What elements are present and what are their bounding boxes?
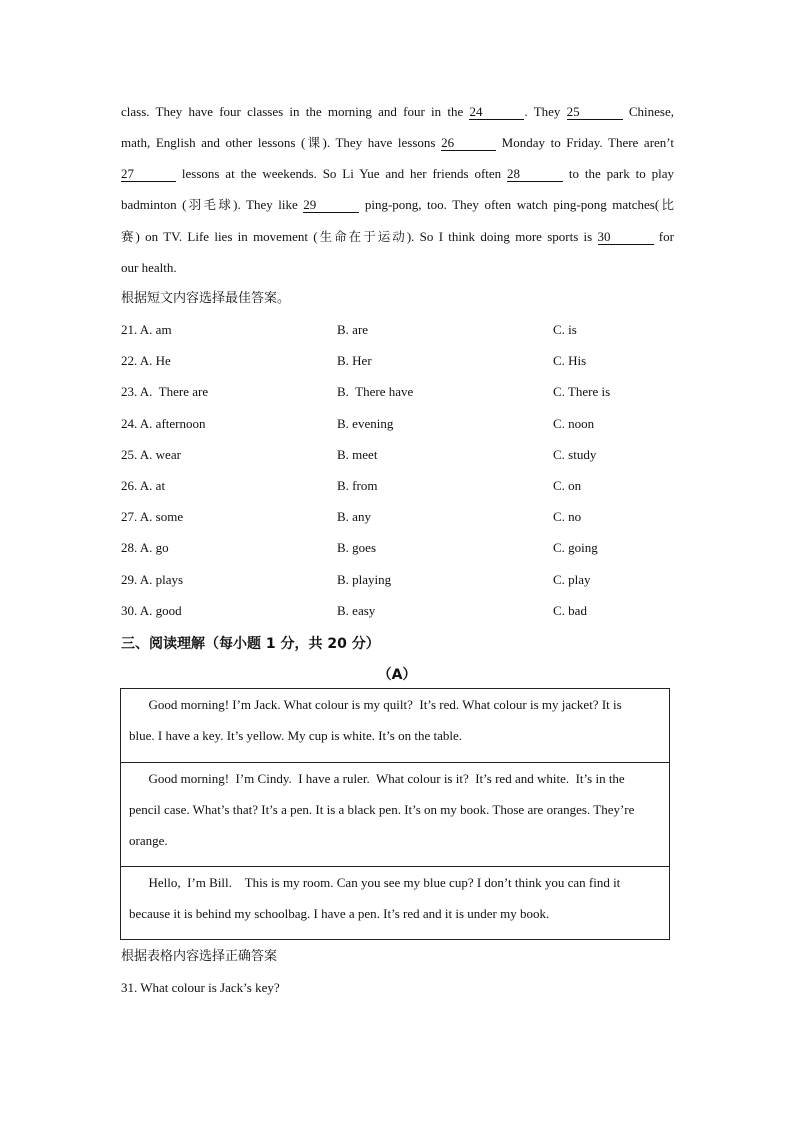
passage-text: class. They have four classes in the morning and four in the xyxy=(121,104,470,119)
chinese-gloss: 比 xyxy=(659,197,674,212)
table-row xyxy=(121,762,669,866)
passage-line-4 xyxy=(121,196,674,214)
question-27-option-b: B. any xyxy=(337,509,371,524)
question-21-option-a: 21. A. am xyxy=(121,322,172,337)
passage-text: ). So I think doing more sports is xyxy=(406,229,598,244)
passage-text: Monday to Friday. There aren’t xyxy=(496,135,674,150)
question-29-option-b: B. playing xyxy=(337,572,392,587)
question-23-option-a: 23. A. There are xyxy=(121,384,209,399)
passage-text: ) on TV. Life lies in movement ( xyxy=(135,229,318,244)
passage-text: lessons at the weekends. So Li Yue and her friends often xyxy=(176,166,508,181)
passage-line-5 xyxy=(121,228,674,246)
instruction-choose-best: 根据短文内容选择最佳答案。 xyxy=(121,291,291,306)
passage-text: ). They have lessons xyxy=(322,135,442,150)
chinese-gloss: 羽毛球 xyxy=(186,197,234,212)
section-title: 三、阅读理解（每小题 1 分，共 20 分） xyxy=(121,636,380,652)
passage-text: for xyxy=(653,229,674,244)
question-23-option-b: B. There have xyxy=(337,384,414,399)
passage-text: ping-pong, too. They often watch ping-pong matches( xyxy=(359,197,660,212)
blank-25: 25 xyxy=(567,104,623,120)
passage-label: （A） xyxy=(377,667,417,683)
question-27-option-a: 27. A. some xyxy=(121,509,184,524)
blank-28: 28 xyxy=(507,166,563,182)
blank-26: 26 xyxy=(441,135,496,151)
table-row-text: orange. xyxy=(129,833,168,848)
table-row-text: Hello, I’m Bill. This is my room. Can you see my blue cup? I don’t think you can find it xyxy=(129,875,621,890)
table-row-text: because it is behind my schoolbag. I have a pen. It’s red and it is under my book. xyxy=(129,906,550,921)
question-28-option-b: B. goes xyxy=(337,540,376,555)
table-row-text: Good morning! I’m Jack. What colour is my quilt? It’s red. What colour is my jacket? It is xyxy=(129,697,622,712)
question-24-option-c: C. noon xyxy=(553,416,595,431)
question-24-option-a: 24. A. afternoon xyxy=(121,416,206,431)
table-row xyxy=(121,866,669,939)
passage-text: ). They like xyxy=(233,197,304,212)
chinese-gloss: 课 xyxy=(305,135,323,150)
question-30-option-a: 30. A. good xyxy=(121,603,182,618)
question-25-option-b: B. meet xyxy=(337,447,378,462)
question-22-option-c: C. His xyxy=(553,353,587,368)
passage-line-6: our health. xyxy=(121,260,177,275)
passage-text: . They xyxy=(524,104,567,119)
question-30-option-c: C. bad xyxy=(553,603,587,618)
question-27-option-c: C. no xyxy=(553,509,582,524)
blank-24: 24 xyxy=(469,104,524,120)
question-29-option-c: C. play xyxy=(553,572,591,587)
table-row-text: blue. I have a key. It’s yellow. My cup is white. It’s on the table. xyxy=(129,728,462,743)
question-25-option-c: C. study xyxy=(553,447,597,462)
passage-text: math, English and other lessons ( xyxy=(121,135,306,150)
question-28-option-a: 28. A. go xyxy=(121,540,169,555)
question-23-option-c: C. There is xyxy=(553,384,611,399)
passage-line-1 xyxy=(121,103,674,121)
question-22-option-a: 22. A. He xyxy=(121,353,171,368)
passage-line-3 xyxy=(121,165,674,183)
question-21-option-c: C. is xyxy=(553,322,577,337)
question-26-option-a: 26. A. at xyxy=(121,478,166,493)
question-26-option-c: C. on xyxy=(553,478,582,493)
table-row-text: pencil case. What’s that? It’s a pen. It is a black pen. It’s on my book. Those are oranges. They’re xyxy=(129,802,635,817)
table-row-text: Good morning! I’m Cindy. I have a ruler. What colour is it? It’s red and white. It’s in the xyxy=(129,771,625,786)
passage-text: to the park to play xyxy=(563,166,674,181)
table-row xyxy=(121,689,669,762)
question-30-option-b: B. easy xyxy=(337,603,376,618)
blank-30: 30 xyxy=(598,229,654,245)
question-24-option-b: B. evening xyxy=(337,416,394,431)
chinese-gloss: 赛 xyxy=(121,229,136,244)
question-25-option-a: 25. A. wear xyxy=(121,447,181,462)
passage-text: badminton ( xyxy=(121,197,187,212)
instruction-table: 根据表格内容选择正确答案 xyxy=(121,949,278,964)
blank-27: 27 xyxy=(121,166,176,182)
passage-text: Chinese, xyxy=(622,104,674,119)
passage-line-2 xyxy=(121,134,674,152)
question-29-option-a: 29. A. plays xyxy=(121,572,184,587)
question-31: 31. What colour is Jack’s key? xyxy=(121,980,280,995)
reading-table xyxy=(120,688,670,940)
question-21-option-b: B. are xyxy=(337,322,369,337)
question-22-option-b: B. Her xyxy=(337,353,372,368)
chinese-gloss: 生命在于运动 xyxy=(317,229,407,244)
question-28-option-c: C. going xyxy=(553,540,598,555)
blank-29: 29 xyxy=(303,197,359,213)
question-26-option-b: B. from xyxy=(337,478,378,493)
